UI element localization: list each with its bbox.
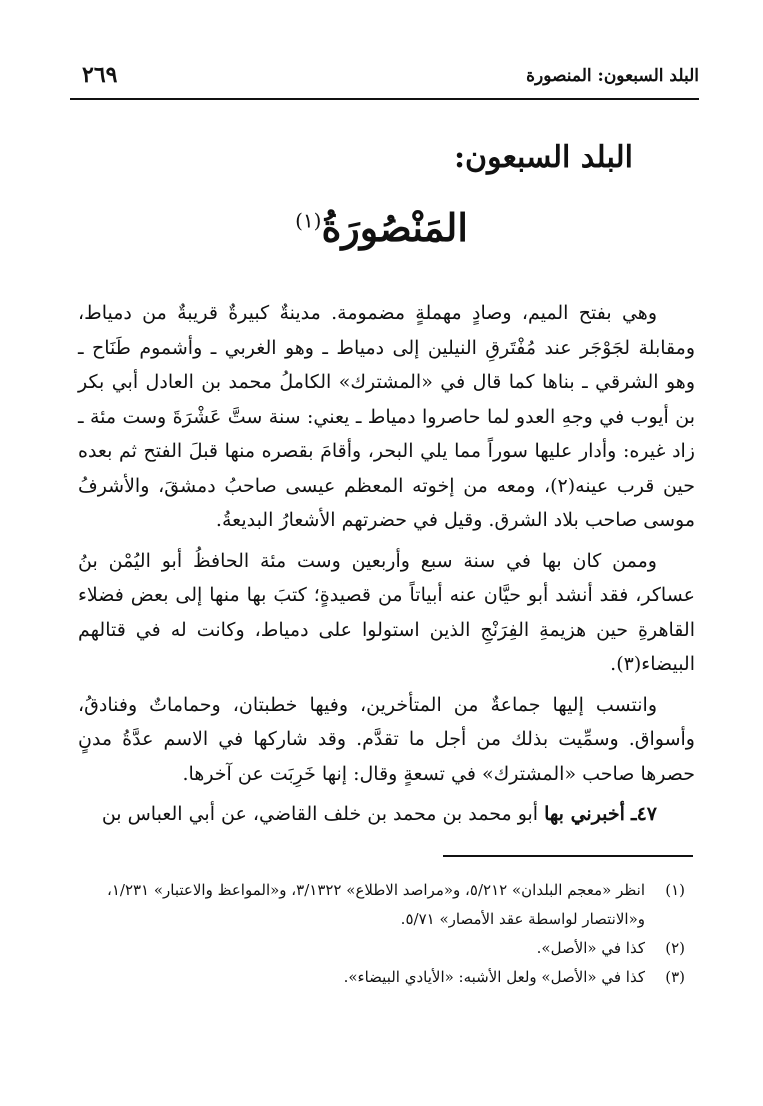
page-number: ٢٦٩ [82,62,118,88]
footnote-item [72,963,685,992]
footnote-number: (٣) [665,968,685,986]
footnote-item [72,934,685,963]
entry-footnote-ref: (١) [295,208,322,233]
narration-number: ٤٧ـ [631,803,657,825]
footnote-text: كذا في «الأصل». [536,939,645,957]
narration-text: أبو محمد بن محمد بن خلف القاضي، عن أبي العباس بن [101,803,539,825]
narration-lead: أخبرني بها [544,803,625,825]
footnote-number: (١) [665,881,685,899]
paragraph-3: وانتسب إليها جماعةٌ من المتأخرين، وفيها خطبتان، وحماماتٌ وفنادقُ، وأسواق. وسمِّيت بذلك من أجل ما تقدَّم. وقد شاركها في الاسم عدَّةُ مدنٍ حصرها صاحب «المشترك» في تسعةٍ وقال: إنها خَرِبَت عن آخرها. [78,693,695,785]
section-heading: البلد السبعون: [453,140,633,175]
footnote-divider [443,855,693,857]
footnotes [72,876,685,992]
footnote-number: (٢) [665,939,685,957]
footnote-text: انظر «معجم البلدان» ٥/٢١٢، و«مراصد الاطلاع» ٣/١٣٢٢، و«المواعظ والاعتبار» ١/٢٣١، و«الانتصار لواسطة عقد الأمصار» ٥/٧١. [106,881,645,928]
footnote-item [72,876,685,934]
paragraph-2: وممن كان بها في سنة سبع وأربعين وست مئة الحافظُ أبو اليُمْن بنُ عساكر، فقد أنشد أبو حيَّان عنه أبياتاً من قصيدةٍ؛ كتبَ بها منها إلى بعض فضلاء القاهرةِ حين هزيمةِ الفِرَنْجِ الذين استولوا على دمياط، وكانت له في قتالهم البيضاء(٣). [78,549,695,675]
running-title: البلد السبعون: المنصورة [526,66,699,86]
body-text [78,296,695,838]
entry-title [0,205,763,250]
footnote-text: كذا في «الأصل» ولعل الأشبه: «الأيادي البيضاء». [343,968,645,986]
paragraph-1: وهي بفتح الميم، وصادٍ مهملةٍ مضمومة. مدينةٌ كبيرةٌ قريبةٌ من دمياط، ومقابلة لجَوْجَر عند مُفْتَرقِ النيلين إلى دمياط ـ وهو الغربي ـ وأشموم طَنَاح ـ وهو الشرقي ـ بناها كما قال في «المشترك» الكاملُ محمد بن العادل أبي بكر بن أيوب في وجهِ العدو لما حاصروا دمياط ـ يعني: سنة ستَّ عَشْرَةَ وست مئة ـ زاد غيره: وأدار عليها سوراً مما يلي البحر، وأقامَ بقصره منها قبلَ الفتح ثم بعده حين قرب عينه(٢)، ومعه من إخوته المعظم عيسى صاحبُ دمشقَ، والأشرفُ موسى صاحب بلاد الشرق. وقيل في حضرتهم الأشعارُ البديعةُ. [78,302,695,531]
entry-title-text: المَنْصُورَةُ [321,205,468,250]
narration-paragraph [78,797,695,832]
running-header [70,58,699,100]
